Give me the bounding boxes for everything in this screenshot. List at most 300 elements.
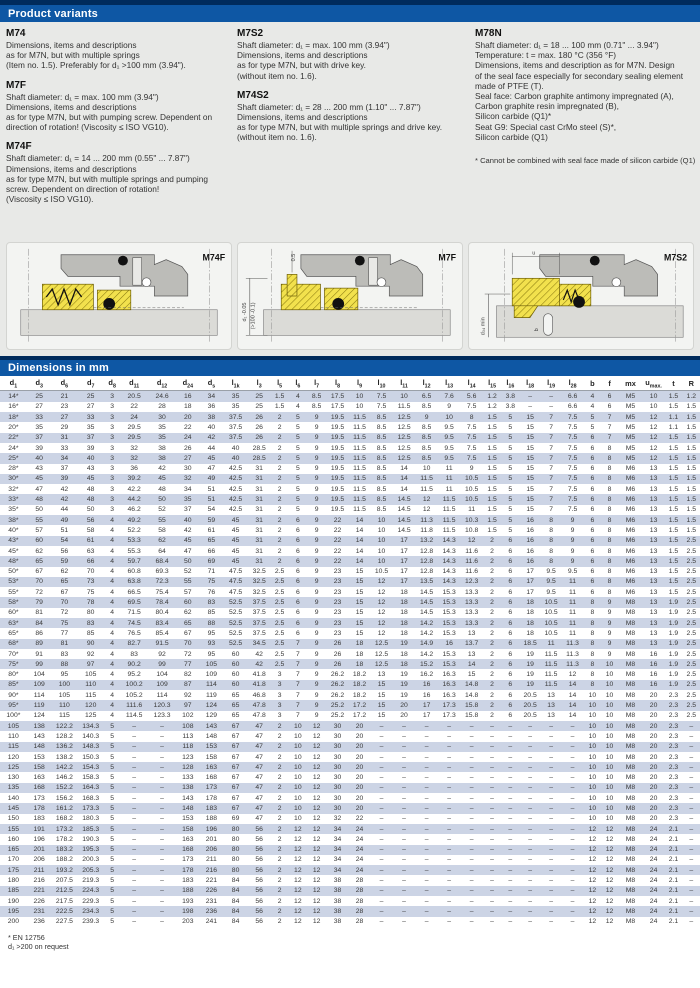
cell: 14 xyxy=(355,516,364,524)
cell: – xyxy=(132,856,137,864)
cell: 8 xyxy=(590,599,595,607)
cell: 48 xyxy=(35,496,43,504)
cell: 95* xyxy=(8,702,19,710)
cell: 56 xyxy=(255,897,263,905)
cell: 51 xyxy=(207,496,216,504)
cell: 123.3 xyxy=(153,712,171,720)
cell: – xyxy=(132,846,137,854)
cell: 2.5 xyxy=(686,691,696,699)
table-footnotes xyxy=(0,927,700,951)
dimensions-table xyxy=(0,376,700,927)
cell: – xyxy=(379,815,384,823)
cell: 9.5 xyxy=(546,568,556,576)
cell: 10 xyxy=(400,393,408,401)
cell: 10 xyxy=(588,743,597,751)
cell: – xyxy=(469,856,474,864)
cell: 65 xyxy=(231,691,240,699)
cell: – xyxy=(508,907,513,915)
cell: 7.5 xyxy=(567,424,578,431)
cell: 219.3 xyxy=(82,877,100,885)
cell: M8 xyxy=(625,918,636,926)
cell: 26 xyxy=(333,650,342,658)
cell: 10.5 xyxy=(465,475,479,483)
cell: 85.4 xyxy=(155,629,169,637)
cell: 30 xyxy=(333,763,342,771)
cell: 3 xyxy=(110,444,115,452)
cell: 1.5 xyxy=(668,537,679,545)
cell: 14.5 xyxy=(397,526,411,534)
cell: – xyxy=(132,732,137,740)
cell: 196 xyxy=(33,835,45,843)
cell: – xyxy=(132,907,137,915)
cell: 14.3 xyxy=(442,568,456,576)
cell: 6 xyxy=(508,619,513,627)
column-header: $d_{11}$ xyxy=(120,376,148,391)
cell: 60* xyxy=(8,609,19,617)
variant-column-2 xyxy=(237,28,469,240)
cell: 5 xyxy=(295,465,300,473)
cell: 19 xyxy=(526,671,534,679)
cell: 9 xyxy=(314,712,319,720)
cell: 9 xyxy=(314,557,319,565)
cell: M8 xyxy=(625,640,636,648)
cell: 35 xyxy=(86,424,95,431)
cell: 105 xyxy=(58,691,71,699)
cell: 28 xyxy=(355,897,364,905)
cell: 40 xyxy=(184,516,192,524)
cell: 170 xyxy=(7,856,20,864)
cell: 31 xyxy=(255,506,263,514)
cell: 10 xyxy=(588,753,597,761)
cell: 17 xyxy=(422,712,431,720)
variant-section xyxy=(475,28,700,142)
variant-text-line: as for type M7N, but with multiple springs and pumping xyxy=(6,173,208,184)
cell: 9 xyxy=(314,660,319,668)
cell: 34 xyxy=(333,835,342,843)
cell: – xyxy=(490,743,494,751)
cell: 2.3 xyxy=(668,753,679,761)
cell: 1.5 xyxy=(668,547,679,555)
cell: 19.5 xyxy=(330,444,345,452)
cell: 1.5 xyxy=(686,506,696,514)
cell: 13 xyxy=(649,537,658,545)
cell: 20 xyxy=(649,732,658,740)
cell: – xyxy=(402,877,406,885)
cell: M8 xyxy=(625,815,636,823)
cell: 15 xyxy=(355,619,364,627)
cell: – xyxy=(447,846,452,854)
cell: 43 xyxy=(86,465,95,473)
cell: 55 xyxy=(35,516,43,524)
cell: – xyxy=(447,897,452,905)
cell: 15 xyxy=(526,465,534,473)
cell: 178 xyxy=(205,794,218,802)
cell: 8 xyxy=(590,650,595,658)
cell: 59.7 xyxy=(127,557,141,565)
cell: 52 xyxy=(158,506,166,514)
cell: 19 xyxy=(400,640,408,648)
cell: 15 xyxy=(526,454,534,462)
table-row xyxy=(0,422,700,432)
cell: – xyxy=(469,887,474,895)
cell: 161.2 xyxy=(55,804,73,812)
cell: 28 xyxy=(355,877,364,885)
cell: 11 xyxy=(569,619,577,627)
cell: – xyxy=(132,763,137,771)
cell: – xyxy=(570,918,575,926)
cell: 14.2 xyxy=(419,619,434,627)
cell: 2 xyxy=(490,557,494,565)
variant-text-line: (without item no. 1.6). xyxy=(237,132,317,143)
cell: 9.5 xyxy=(546,578,556,586)
cell: 28 xyxy=(355,918,364,926)
cell: 41.8 xyxy=(252,671,266,679)
cell: M8 xyxy=(625,722,636,730)
cell: M6 xyxy=(625,485,636,493)
cell: 11.3 xyxy=(566,660,579,668)
cell: 200.3 xyxy=(82,856,100,864)
cell: 8 xyxy=(607,465,612,473)
table-row xyxy=(0,783,700,793)
cell: 2.5 xyxy=(274,578,285,586)
cell: 73 xyxy=(86,578,95,586)
cell: 15 xyxy=(355,609,364,617)
cell: 19.5 xyxy=(330,485,345,493)
cell: 1.5 xyxy=(686,516,696,524)
cell: – xyxy=(549,856,553,864)
table-row xyxy=(0,412,700,422)
cell: 75 xyxy=(60,619,69,627)
cell: – xyxy=(689,866,694,874)
cell: – xyxy=(689,918,694,926)
cell: 2.3 xyxy=(668,794,679,802)
cell: 10 xyxy=(605,732,614,740)
cell: – xyxy=(379,846,384,854)
cell: 17 xyxy=(422,702,431,710)
cell: – xyxy=(549,825,553,833)
cell: 12 xyxy=(588,887,597,895)
cell: 24 xyxy=(355,846,364,854)
cell: – xyxy=(689,815,694,823)
cell: 47 xyxy=(255,743,263,751)
cell: 47 xyxy=(255,763,263,771)
cell: 2.5 xyxy=(686,578,696,586)
cell: 65 xyxy=(60,578,69,586)
cell: 18 xyxy=(526,599,534,607)
cell: 2 xyxy=(490,547,494,555)
cell: 12 xyxy=(294,897,302,905)
cell: 1.5 xyxy=(668,444,679,452)
cell: 8.5 xyxy=(376,434,387,442)
cell: 7 xyxy=(549,506,553,514)
cell: M8 xyxy=(625,897,636,905)
cell: 10.5 xyxy=(544,599,558,607)
cell: 20 xyxy=(400,712,408,720)
cell: – xyxy=(490,846,494,854)
variant-text-line: Shaft diameter: d₁ = max. 100 mm (3.94") xyxy=(6,91,159,102)
cell: 7.5 xyxy=(567,465,578,473)
cell: – xyxy=(469,804,474,812)
cell: 4 xyxy=(110,547,115,555)
cell: 42 xyxy=(255,660,263,668)
cell: – xyxy=(549,794,553,802)
cell: 35 xyxy=(231,403,240,411)
cell: 32.5 xyxy=(252,578,266,586)
variant-text-line: Silicon carbide (Q1)* xyxy=(475,111,552,122)
cell: 1.9 xyxy=(668,681,679,689)
cell: 1.5 xyxy=(668,485,679,493)
cell: 4 xyxy=(110,609,115,617)
cell: 1.5 xyxy=(487,485,497,493)
cell: 2 xyxy=(277,825,282,833)
cell: 2 xyxy=(277,547,282,555)
cell: 115 xyxy=(7,743,19,751)
cell: 24 xyxy=(355,835,364,843)
cell: 38 xyxy=(158,444,166,452)
cell: 2.5 xyxy=(686,537,696,545)
table-row xyxy=(0,700,700,710)
cell: 6 xyxy=(508,599,513,607)
cell: – xyxy=(132,794,137,802)
cell: 2.5 xyxy=(274,588,285,596)
cell: 21 xyxy=(60,393,69,401)
cell: 63* xyxy=(8,619,19,627)
cell: 24 xyxy=(649,918,658,926)
cell: 11.8 xyxy=(420,526,433,534)
table-row xyxy=(0,597,700,607)
cell: 4 xyxy=(110,702,115,710)
variant-text-line: direction of rotation! (Viscosity ≤ ISO VG10). xyxy=(6,122,169,133)
cell: 1.5 xyxy=(686,485,696,493)
cell: 78 xyxy=(86,599,95,607)
cell: – xyxy=(160,804,164,812)
cell: 19.5 xyxy=(330,496,345,504)
cell: M8 xyxy=(625,887,636,895)
cell: – xyxy=(424,825,429,833)
column-header: $l_{1k}$ xyxy=(223,376,248,391)
cell: 183 xyxy=(182,877,194,885)
cell: 9 xyxy=(314,424,319,431)
cell: 40 xyxy=(35,454,43,462)
cell: 8 xyxy=(607,557,612,565)
cell: 234.3 xyxy=(82,907,100,915)
cell: 9 xyxy=(314,444,319,452)
cell: 18 xyxy=(355,640,364,648)
cell: 34 xyxy=(333,866,342,874)
cell: 5 xyxy=(508,424,513,431)
cell: 2 xyxy=(277,877,282,885)
cell: 11.5 xyxy=(544,671,558,679)
cell: – xyxy=(508,784,513,792)
cell: M8 xyxy=(625,650,636,658)
cell: – xyxy=(490,825,494,833)
cell: 9 xyxy=(314,640,319,648)
cell: 26 xyxy=(255,434,263,442)
cell: 13.3 xyxy=(465,588,479,596)
cell: – xyxy=(160,722,164,730)
cell: 16.3 xyxy=(442,671,456,679)
cell: – xyxy=(447,815,452,823)
cell: – xyxy=(528,918,533,926)
cell: 12 xyxy=(588,918,597,926)
cell: 11 xyxy=(569,629,577,637)
cell: 32 xyxy=(130,444,138,452)
cell: 45 xyxy=(86,475,95,483)
variant-text-line: as for type M7N, but with multiple springs and drive key. xyxy=(237,122,443,133)
cell: 45* xyxy=(8,547,19,555)
cell: 6 xyxy=(508,609,513,617)
cell: 28 xyxy=(355,887,364,895)
cell: 16 xyxy=(422,681,431,689)
cell: – xyxy=(570,753,575,761)
cell: 8 xyxy=(607,578,612,586)
cell: 2.1 xyxy=(668,877,679,885)
cell: – xyxy=(379,722,384,730)
variant-section xyxy=(6,141,231,204)
cell: – xyxy=(528,835,533,843)
cell: – xyxy=(689,907,694,915)
cell: 2 xyxy=(490,619,494,627)
cell: – xyxy=(424,897,429,905)
cell: 2 xyxy=(277,444,282,452)
cell: 2.5 xyxy=(686,619,696,627)
cell: 2.5 xyxy=(686,702,696,710)
cell: 34.5 xyxy=(252,640,266,648)
cell: 12 xyxy=(312,732,321,740)
cell: 25 xyxy=(35,393,43,401)
cell: 2.5 xyxy=(686,681,696,689)
cell: 3 xyxy=(277,712,282,720)
cell: 70 xyxy=(60,599,69,607)
cell: – xyxy=(424,774,429,782)
cell: 8 xyxy=(607,516,612,524)
cell: 15 xyxy=(467,671,476,679)
cell: 12 xyxy=(294,866,302,874)
cell: 1.5 xyxy=(686,454,696,462)
cell: 17 xyxy=(400,568,408,576)
cell: 47.5 xyxy=(228,578,243,586)
cell: 58 xyxy=(86,526,95,534)
column-header: $d_{24}$ xyxy=(176,376,200,391)
cell: 2 xyxy=(277,516,282,524)
cell: 14 xyxy=(400,485,408,493)
cell: 6 xyxy=(590,557,595,565)
cell: 115 xyxy=(58,712,70,720)
page-title: Product variants xyxy=(8,7,99,20)
cell: 12 xyxy=(312,743,321,751)
cell: 173 xyxy=(182,856,194,864)
cell: 12 xyxy=(312,774,321,782)
cell: 8 xyxy=(607,588,612,596)
cell: 2.3 xyxy=(668,702,679,710)
cell: 24 xyxy=(184,434,192,442)
cell: – xyxy=(447,907,452,915)
cell: 10 xyxy=(588,784,597,792)
cell: 11 xyxy=(547,640,555,648)
cell: 6 xyxy=(590,516,595,524)
cell: 76 xyxy=(207,588,216,596)
cell: 1.5 xyxy=(487,434,497,442)
variant-text-line: as for type M7N, but with drive key. xyxy=(237,60,366,71)
cell: 10 xyxy=(588,722,597,730)
cell: 32 xyxy=(184,475,192,483)
cell: 37 xyxy=(184,506,192,514)
cell: – xyxy=(508,897,513,905)
cell: – xyxy=(469,897,474,905)
cell: 81 xyxy=(35,609,43,617)
cell: 190 xyxy=(7,897,20,905)
cell: – xyxy=(132,722,137,730)
cell: 5 xyxy=(508,454,513,462)
cell: 47 xyxy=(255,753,263,761)
cell: 20 xyxy=(649,804,658,812)
cell: 14 xyxy=(568,712,577,720)
cell: 38 xyxy=(333,907,342,915)
cell: 47.5 xyxy=(228,568,243,576)
table-row xyxy=(0,391,700,402)
cell: 12 xyxy=(605,825,614,833)
cell: 2.5 xyxy=(274,640,285,648)
cell: 5 xyxy=(590,424,595,431)
cell: 164.3 xyxy=(82,784,100,792)
cell: 69 xyxy=(231,815,240,823)
cell: 58* xyxy=(8,599,19,607)
cell: 75 xyxy=(207,578,216,586)
cell: 5 xyxy=(110,907,115,915)
cell: 150 xyxy=(7,815,20,823)
cell: 10 xyxy=(445,413,453,421)
cell: 6 xyxy=(508,681,513,689)
cell: 15.3 xyxy=(442,660,456,668)
cell: 16 xyxy=(526,516,534,524)
cell: 56 xyxy=(255,907,263,915)
variant-columns xyxy=(6,28,694,240)
cell: 46.2 xyxy=(127,506,141,514)
cell: 12 xyxy=(588,866,597,874)
cell: 17 xyxy=(526,568,534,576)
cell: 22 xyxy=(333,547,342,555)
cell: 217.5 xyxy=(55,897,73,905)
cell: 110 xyxy=(7,732,19,740)
cell: – xyxy=(570,907,575,915)
cell: 163 xyxy=(33,774,45,782)
cell: 14.8 xyxy=(465,681,479,689)
cell: – xyxy=(424,732,429,740)
cell: 24 xyxy=(649,877,658,885)
cell: 7 xyxy=(549,444,553,452)
cell: 6 xyxy=(508,712,513,720)
cell: – xyxy=(160,753,164,761)
cell: – xyxy=(379,774,384,782)
cell: 20 xyxy=(355,732,364,740)
cell: M6 xyxy=(625,516,636,524)
cell: 1.5 xyxy=(686,424,696,431)
cell: 20 xyxy=(355,743,364,751)
cell: – xyxy=(379,794,384,802)
cell: 6 xyxy=(295,578,300,586)
cell: – xyxy=(549,835,553,843)
column-header: $l_{12}$ xyxy=(415,376,438,391)
cell: 67 xyxy=(231,743,240,751)
cell: 5 xyxy=(110,784,115,792)
cell: 15 xyxy=(526,485,534,493)
cell: 19.5 xyxy=(330,506,345,514)
drawing-label-m7s2: M7S2 xyxy=(664,252,688,263)
cell: 2 xyxy=(277,835,282,843)
cell: – xyxy=(469,918,474,926)
cell: 55.3 xyxy=(127,547,141,555)
cell: 49.2 xyxy=(127,516,141,524)
